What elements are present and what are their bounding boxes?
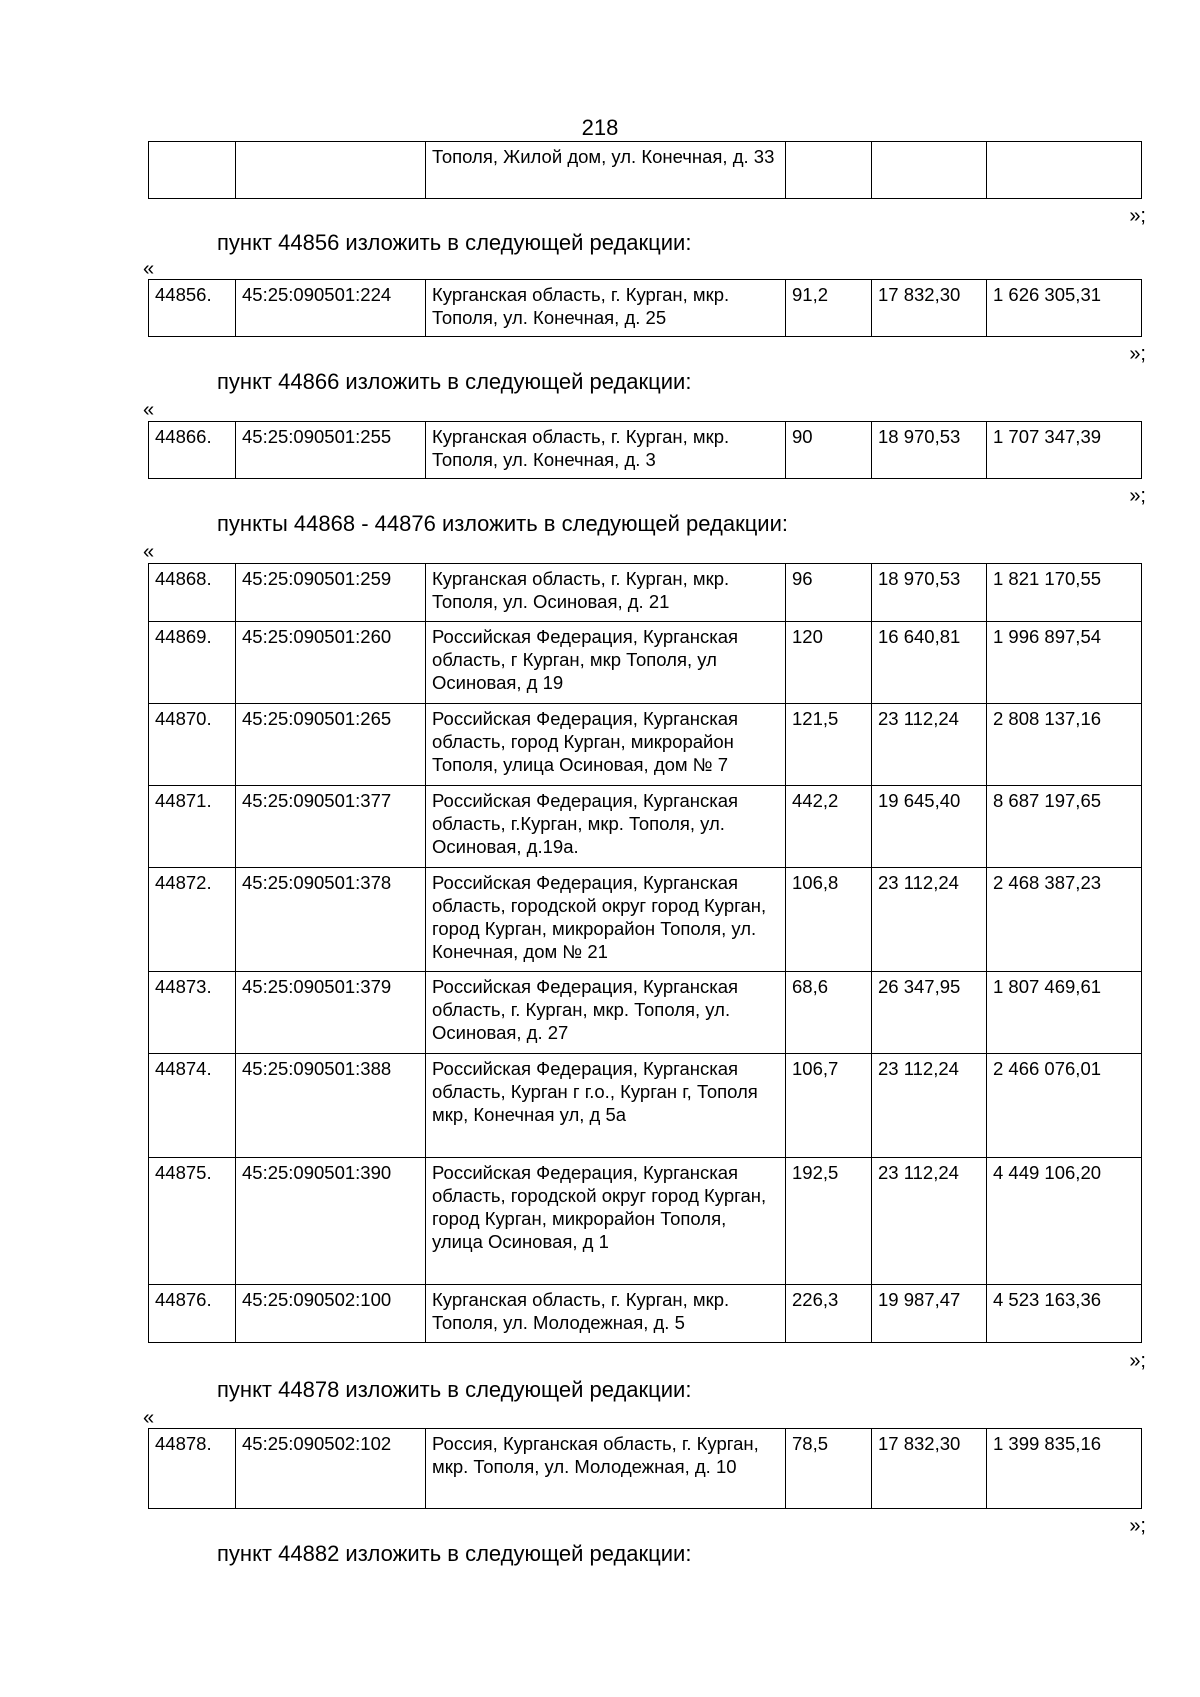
area: 91,2 bbox=[786, 280, 872, 337]
open-quote: « bbox=[143, 541, 155, 563]
open-quote: « bbox=[143, 1407, 155, 1429]
section-heading: пункт 44882 изложить в следующей редакции: bbox=[217, 1541, 692, 1566]
row-number: 44871. bbox=[149, 786, 236, 868]
area: 78,5 bbox=[786, 1429, 872, 1509]
section-heading: пункт 44878 изложить в следующей редакции: bbox=[217, 1377, 692, 1402]
section-table bbox=[148, 1428, 1142, 1509]
table-row bbox=[149, 564, 1142, 622]
close-quote: »; bbox=[1129, 1515, 1146, 1537]
area: 106,8 bbox=[786, 868, 872, 972]
open-quote: « bbox=[143, 258, 155, 280]
table-row bbox=[149, 422, 1142, 479]
close-quote: »; bbox=[1129, 205, 1146, 227]
open-quote: « bbox=[143, 399, 155, 421]
cadastral-number: 45:25:090501:259 bbox=[236, 564, 426, 622]
cadastral-number: 45:25:090501:378 bbox=[236, 868, 426, 972]
address: Курганская область, г. Курган, мкр. Тополя, ул. Конечная, д. 3 bbox=[426, 422, 786, 479]
rate: 19 987,47 bbox=[872, 1285, 987, 1343]
cadastral-value: 8 687 197,65 bbox=[987, 786, 1142, 868]
row-number: 44878. bbox=[149, 1429, 236, 1509]
area: 121,5 bbox=[786, 704, 872, 786]
address: Российская Федерация, Курганская область, г.Курган, мкр. Тополя, ул. Осиновая, д.19а. bbox=[426, 786, 786, 868]
rate: 16 640,81 bbox=[872, 622, 987, 704]
area: 226,3 bbox=[786, 1285, 872, 1343]
address: Российская Федерация, Курганская область, городской округ город Курган, город Курган, микрорайон Тополя, улица Осиновая, д 1 bbox=[426, 1158, 786, 1285]
address: Россия, Курганская область, г. Курган, мкр. Тополя, ул. Молодежная, д. 10 bbox=[426, 1429, 786, 1509]
rate: 23 112,24 bbox=[872, 704, 987, 786]
cadastral-value: 1 807 469,61 bbox=[987, 972, 1142, 1054]
rate: 19 645,40 bbox=[872, 786, 987, 868]
cadastral-number: 45:25:090501:388 bbox=[236, 1054, 426, 1158]
address: Российская Федерация, Курганская область, город Курган, микрорайон Тополя, улица Осиновая, дом № 7 bbox=[426, 704, 786, 786]
table-row bbox=[149, 280, 1142, 337]
rate bbox=[872, 142, 987, 199]
cadastral-value bbox=[987, 142, 1142, 199]
section-heading: пункт 44856 изложить в следующей редакции: bbox=[217, 230, 692, 255]
table-row bbox=[149, 142, 1142, 199]
row-number: 44869. bbox=[149, 622, 236, 704]
rate: 18 970,53 bbox=[872, 422, 987, 479]
cadastral-value: 1 399 835,16 bbox=[987, 1429, 1142, 1509]
cadastral-value: 2 808 137,16 bbox=[987, 704, 1142, 786]
section-table bbox=[148, 279, 1142, 337]
cadastral-value: 1 626 305,31 bbox=[987, 280, 1142, 337]
address: Российская Федерация, Курганская область, г Курган, мкр Тополя, ул Осиновая, д 19 bbox=[426, 622, 786, 704]
table-row bbox=[149, 1285, 1142, 1343]
cadastral-value: 4 449 106,20 bbox=[987, 1158, 1142, 1285]
area bbox=[786, 142, 872, 199]
row-number: 44875. bbox=[149, 1158, 236, 1285]
cadastral-value: 1 707 347,39 bbox=[987, 422, 1142, 479]
cadastral-number: 45:25:090502:102 bbox=[236, 1429, 426, 1509]
table-row bbox=[149, 1158, 1142, 1285]
section-heading: пункт 44866 изложить в следующей редакции: bbox=[217, 369, 692, 394]
address: Российская Федерация, Курганская область, городской округ город Курган, город Курган, микрорайон Тополя, ул. Конечная, дом № 21 bbox=[426, 868, 786, 972]
row-number: 44873. bbox=[149, 972, 236, 1054]
cadastral-value: 2 466 076,01 bbox=[987, 1054, 1142, 1158]
cadastral-number: 45:25:090501:379 bbox=[236, 972, 426, 1054]
area: 442,2 bbox=[786, 786, 872, 868]
row-number: 44856. bbox=[149, 280, 236, 337]
row-number bbox=[149, 142, 236, 199]
area: 106,7 bbox=[786, 1054, 872, 1158]
table-row bbox=[149, 704, 1142, 786]
area: 192,5 bbox=[786, 1158, 872, 1285]
row-number: 44872. bbox=[149, 868, 236, 972]
row-number: 44876. bbox=[149, 1285, 236, 1343]
cadastral-value: 1 996 897,54 bbox=[987, 622, 1142, 704]
cadastral-number: 45:25:090501:255 bbox=[236, 422, 426, 479]
page-number: 218 bbox=[581, 115, 619, 140]
rate: 26 347,95 bbox=[872, 972, 987, 1054]
close-quote: »; bbox=[1129, 485, 1146, 507]
cadastral-number: 45:25:090501:390 bbox=[236, 1158, 426, 1285]
address: Тополя, Жилой дом, ул. Конечная, д. 33 bbox=[426, 142, 786, 199]
cadastral-number: 45:25:090501:260 bbox=[236, 622, 426, 704]
cadastral-number: 45:25:090501:377 bbox=[236, 786, 426, 868]
close-quote: »; bbox=[1129, 343, 1146, 365]
address: Российская Федерация, Курганская область, г. Курган, мкр. Тополя, ул. Осиновая, д. 27 bbox=[426, 972, 786, 1054]
section-heading: пункты 44868 - 44876 изложить в следующей редакции: bbox=[217, 511, 789, 536]
row-number: 44870. bbox=[149, 704, 236, 786]
table-row bbox=[149, 1429, 1142, 1509]
area: 68,6 bbox=[786, 972, 872, 1054]
row-number: 44866. bbox=[149, 422, 236, 479]
cadastral-number: 45:25:090501:224 bbox=[236, 280, 426, 337]
cadastral-value: 4 523 163,36 bbox=[987, 1285, 1142, 1343]
cadastral-value: 2 468 387,23 bbox=[987, 868, 1142, 972]
table-row bbox=[149, 1054, 1142, 1158]
rate: 23 112,24 bbox=[872, 868, 987, 972]
area: 120 bbox=[786, 622, 872, 704]
area: 90 bbox=[786, 422, 872, 479]
address: Курганская область, г. Курган, мкр. Тополя, ул. Молодежная, д. 5 bbox=[426, 1285, 786, 1343]
cadastral-value: 1 821 170,55 bbox=[987, 564, 1142, 622]
address: Курганская область, г. Курган, мкр. Тополя, ул. Осиновая, д. 21 bbox=[426, 564, 786, 622]
row-number: 44874. bbox=[149, 1054, 236, 1158]
table-row bbox=[149, 972, 1142, 1054]
area: 96 bbox=[786, 564, 872, 622]
rate: 17 832,30 bbox=[872, 1429, 987, 1509]
cadastral-number: 45:25:090501:265 bbox=[236, 704, 426, 786]
address: Курганская область, г. Курган, мкр. Тополя, ул. Конечная, д. 25 bbox=[426, 280, 786, 337]
table-row bbox=[149, 786, 1142, 868]
address: Российская Федерация, Курганская область, Курган г г.о., Курган г, Тополя мкр, Конечная ул, д 5а bbox=[426, 1054, 786, 1158]
close-quote: »; bbox=[1129, 1350, 1146, 1372]
cadastral-number bbox=[236, 142, 426, 199]
section-table bbox=[148, 563, 1142, 1343]
section-table bbox=[148, 421, 1142, 479]
rate: 23 112,24 bbox=[872, 1054, 987, 1158]
table-row bbox=[149, 622, 1142, 704]
row-number: 44868. bbox=[149, 564, 236, 622]
rate: 17 832,30 bbox=[872, 280, 987, 337]
continuation-table bbox=[148, 141, 1142, 199]
rate: 18 970,53 bbox=[872, 564, 987, 622]
cadastral-number: 45:25:090502:100 bbox=[236, 1285, 426, 1343]
table-row bbox=[149, 868, 1142, 972]
rate: 23 112,24 bbox=[872, 1158, 987, 1285]
